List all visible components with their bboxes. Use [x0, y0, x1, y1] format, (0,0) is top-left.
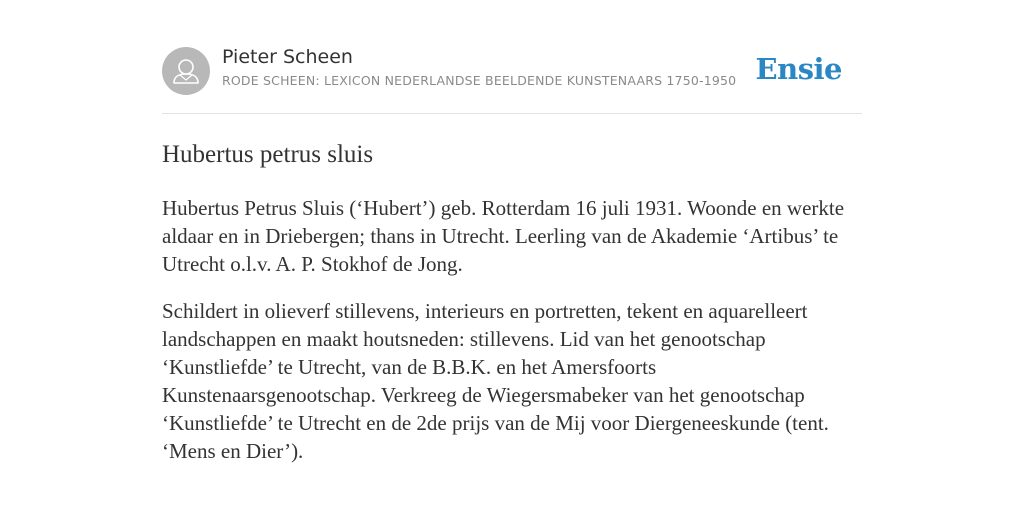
author-name[interactable]: Pieter Scheen [222, 46, 353, 68]
user-silhouette-icon [162, 47, 210, 95]
article-header [162, 0, 862, 114]
author-avatar[interactable] [162, 47, 210, 95]
brand-logo[interactable]: Ensie [755, 52, 842, 86]
article-paragraph-1: Hubertus Petrus Sluis (‘Hubert’) geb. Rotterdam 16 juli 1931. Woonde en werkte aldaar en in Driebergen; thans in Utrecht. Leerling van de Akademie ‘Artibus’ te Utrecht o.l.v. A. P. Stokhof de Jong. [162, 196, 845, 276]
article-page [162, 0, 862, 484]
source-name[interactable]: RODE SCHEEN: LEXICON NEDERLANDSE BEELDENDE KUNSTENAARS 1750-1950 [222, 73, 737, 88]
article-body [162, 194, 862, 465]
author-block [222, 44, 736, 90]
article-title: Hubertus petrus sluis [162, 141, 374, 168]
article-paragraph-2: Schildert in olieverf stillevens, interieurs en portretten, tekent en aquarelleert landschappen en maakt houtsneden: stillevens. Lid van het genootschap ‘Kunstliefde’ te Utrecht, van de B.B.K. en het Amersfoorts Kunstenaarsgenootschap. Verkreeg de Wiegersmabeker van het genootschap ‘Kunstliefde’ te Utrecht en de 2de prijs van de Mij voor Diergeneeskunde (tent. ‘Mens en Dier’). [162, 299, 829, 463]
